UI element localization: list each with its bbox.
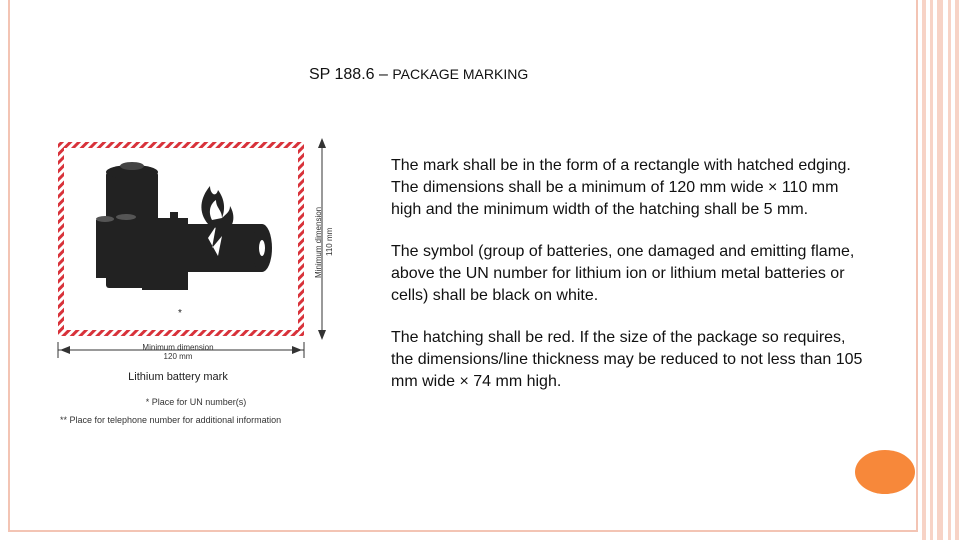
paragraph-2: The symbol (group of batteries, one damaged and emitting flame, above the UN number for lithium ion or lithium metal batteries or cells) shall be black on white. xyxy=(391,243,855,304)
figure-note-un: * Place for UN number(s) xyxy=(145,397,247,407)
title-main: SP 188.6 – xyxy=(309,66,388,83)
paragraph-1: The mark shall be in the form of a rectangle with hatched edging. The dimensions shall be a minimum of 120 mm wide × 110 mm high and the minimum width of the hatching shall be 5 mm. xyxy=(391,157,851,218)
paragraph-3: The hatching shall be red. If the size of the package so requires, the dimensions/line thickness may be reduced to not less than 105 mm wide × 74 mm high. xyxy=(391,329,863,390)
slide-title xyxy=(309,66,528,84)
orange-circle-decoration xyxy=(855,450,915,494)
un-number-placeholder: * xyxy=(178,308,182,319)
horizontal-dimension-label-2: 120 mm xyxy=(163,352,193,361)
decorative-side-bars xyxy=(920,0,960,540)
body-text xyxy=(391,155,866,413)
title-sub: PACKAGE MARKING xyxy=(392,66,529,82)
figure-note-phone: ** Place for telephone number for additional information xyxy=(60,415,282,425)
figure-caption: Lithium battery mark xyxy=(128,371,228,383)
vertical-dimension-label-1: Minimum dimension xyxy=(314,206,323,278)
vertical-dimension-label-2: 110 mm xyxy=(325,227,334,256)
lithium-battery-mark-figure xyxy=(40,128,360,428)
horizontal-dimension-label-1: Minimum dimension xyxy=(142,343,214,352)
